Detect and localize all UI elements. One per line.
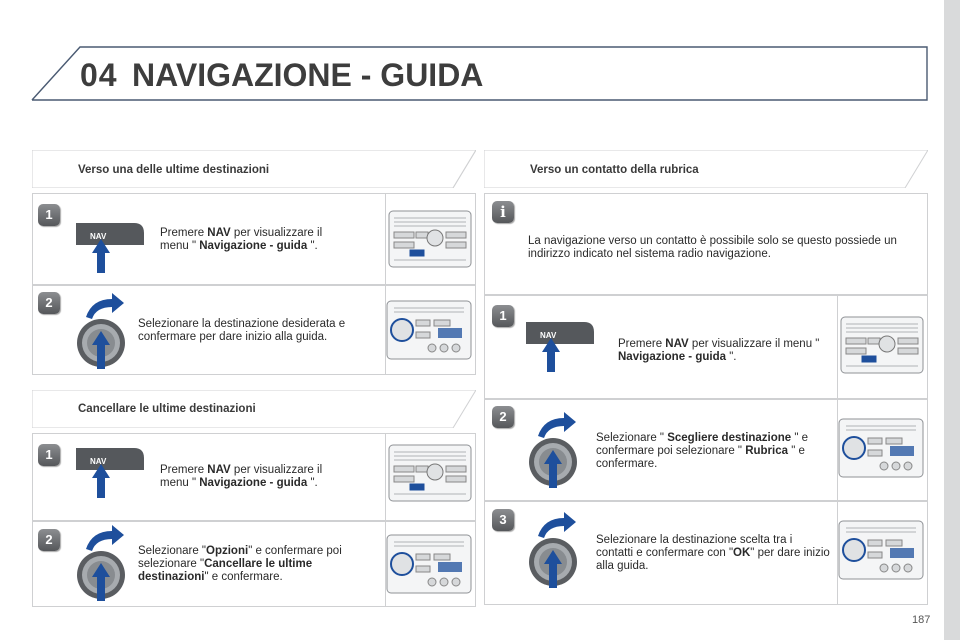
nav-button-icon	[524, 318, 596, 374]
radio-panel-illustration	[838, 520, 924, 580]
step-instruction: Selezionare la destinazione desiderata e confermare per dare inizio alla guida.	[138, 318, 346, 343]
step-number-badge: 1	[492, 305, 514, 327]
step-number-badge: 1	[38, 204, 60, 226]
nav-button-icon	[74, 219, 146, 275]
right-edge-strip	[944, 0, 960, 640]
section-title-clear-destinations: Cancellare le ultime destinazioni	[78, 403, 256, 415]
page-number: 187	[912, 614, 931, 626]
radio-panel-illustration	[386, 534, 472, 594]
section-title-contact: Verso un contatto della rubrica	[530, 164, 699, 176]
radio-panel-illustration	[388, 210, 472, 268]
step-instruction: Selezionare "Opzioni" e confermare poi selezionare "Cancellare le ultime destinazioni" e confermare.	[138, 545, 342, 583]
radio-panel-illustration	[386, 300, 472, 360]
chapter-title: NAVIGAZIONE - GUIDA	[132, 57, 484, 93]
rotary-knob-press-icon	[526, 512, 586, 588]
radio-panel-illustration	[840, 316, 924, 374]
step-instruction: Premere NAV per visualizzare il menu " Navigazione - guida ".	[618, 338, 820, 363]
radio-panel-illustration	[838, 418, 924, 478]
info-text: La navigazione verso un contatto è possibile solo se questo possiede un indirizzo indicato nel sistema radio navigazione.	[528, 235, 897, 260]
nav-button-icon	[74, 444, 146, 500]
info-icon: i	[492, 201, 514, 223]
radio-panel-illustration	[388, 444, 472, 502]
step-number-badge: 3	[492, 509, 514, 531]
step-number-badge: 2	[38, 529, 60, 551]
step-number-badge: 2	[492, 406, 514, 428]
rotary-knob-press-icon	[526, 412, 586, 488]
step-instruction: Premere NAV per visualizzare il menu " Navigazione - guida ".	[160, 464, 323, 489]
svg-text:NAV: NAV	[90, 232, 107, 241]
rotary-knob-press-icon	[74, 293, 134, 369]
svg-text:NAV: NAV	[540, 331, 557, 340]
svg-text:NAV: NAV	[90, 457, 107, 466]
section-title-last-destinations: Verso una delle ultime destinazioni	[78, 164, 270, 176]
step-instruction: Selezionare la destinazione scelta tra i contatti e confermare con "OK" per dare inizio alla guida.	[596, 534, 830, 572]
step-number-badge: 1	[38, 444, 60, 466]
rotary-knob-press-icon	[74, 525, 134, 601]
step-instruction: Premere NAV per visualizzare il menu " Navigazione - guida ".	[160, 227, 323, 252]
chapter-number: 04	[80, 57, 118, 93]
step-number-badge: 2	[38, 292, 60, 314]
step-instruction: Selezionare " Scegliere destinazione " e confermare poi selezionare " Rubrica " e confermare.	[596, 432, 809, 470]
